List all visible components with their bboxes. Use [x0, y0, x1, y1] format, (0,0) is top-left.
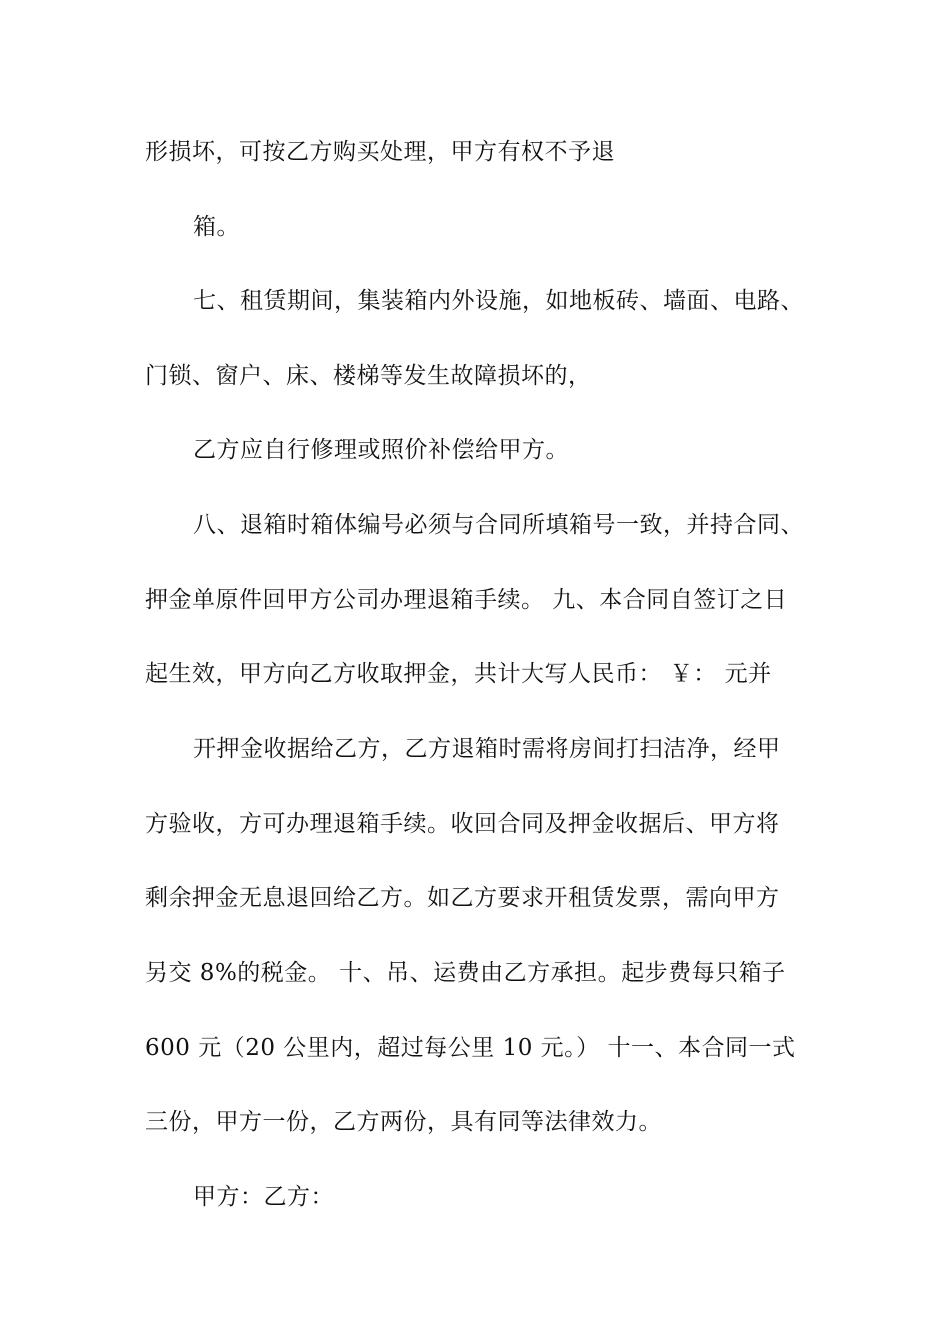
text-line: 起生效，甲方向乙方收取押金，共计大写人民币： ￥： 元并 — [145, 661, 772, 687]
text-line: 形损坏，可按乙方购买处理，甲方有权不予退 — [145, 139, 615, 165]
text-line: 另交 8%的税金。 十、吊、运费由乙方承担。起步费每只箱子 — [145, 960, 786, 986]
text-line: 方验收，方可办理退箱手续。收回合同及押金收据后、甲方将 — [145, 811, 780, 837]
text-line: 600 元（20 公里内，超过每公里 10 元。） 十一、本合同一式 — [145, 1035, 796, 1061]
text-line: 开押金收据给乙方，乙方退箱时需将房间打扫洁净，经甲 — [193, 736, 781, 762]
signature-line: 甲方：乙方： — [193, 1184, 334, 1210]
text-line: 剩余押金无息退回给乙方。如乙方要求开租赁发票，需向甲方 — [145, 885, 780, 911]
text-line: 箱。 — [193, 214, 240, 240]
text-line: 七、租赁期间，集装箱内外设施，如地板砖、墙面、电路、 — [193, 288, 804, 314]
text-line: 乙方应自行修理或照价补偿给甲方。 — [193, 437, 569, 463]
text-line: 门锁、窗户、床、楼梯等发生故障损坏的， — [145, 363, 592, 389]
text-line: 八、退箱时箱体编号必须与合同所填箱号一致，并持合同、 — [193, 512, 804, 538]
text-line: 三份，甲方一份，乙方两份，具有同等法律效力。 — [145, 1109, 662, 1135]
text-line: 押金单原件回甲方公司办理退箱手续。 九、本合同自签订之日 — [145, 587, 788, 613]
